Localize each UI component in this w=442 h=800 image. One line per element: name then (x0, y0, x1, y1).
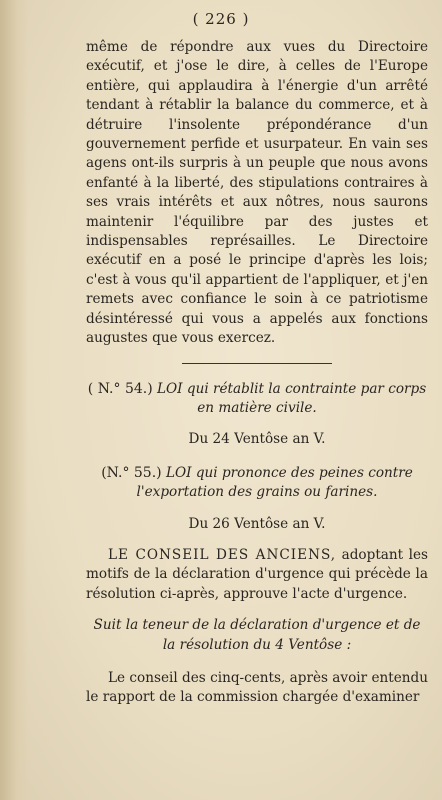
law-55-title: LOI qui prononce des peines contre l'exportation des grains ou farines. (136, 464, 413, 501)
law-55-heading (86, 464, 428, 503)
council-rest: adoptant les motifs de la déclaration d'urgence qui précède la résolution ci-après, approuve l'acte d'urgence. (86, 546, 428, 602)
suit-teneur: Suit la teneur de la déclaration d'urgence et de la résolution du 4 Ventôse : (93, 617, 421, 653)
law-54-heading (86, 380, 428, 419)
page-spine-shadow (0, 0, 28, 800)
paragraph-cinq-cents: Le conseil des cinq-cents, après avoir entendu le rapport de la commission chargée d'examiner (86, 669, 428, 706)
section-rule (182, 363, 332, 364)
law-54-title: LOI qui rétablit la contrainte par corps en matière civile. (157, 380, 427, 416)
page-body (86, 38, 428, 708)
paragraph-directoire: même de répondre aux vues du Directoire exécutif, et j'ose le dire, à celles de l'Europe entière, qui applaudira à l'énergie d'un arrêté tendant à rétablir la balance du commerce, et à détruire l'insolente prépondérance d'un gouvernement perfide et usurpateur. En vain ses agens ont-ils surpris à un peuple que nous avons enfanté à la liberté, des stipulations contraires à ses vrais intérêts et aux nôtres, nous saurons maintenir l'équilibre par des justes et indispensables représailles. Le Directoire exécutif en a posé le principe d'après les lois; c'est à vous qu'il appartient de l'appliquer, et j'en remets avec confiance le soin à ce patriotisme désintéressé qui vous a appelés aux fonctions augustes que vous exercez. (86, 39, 428, 347)
law-54-date: Du 24 Ventôse an V. (188, 431, 326, 448)
council-paragraph (86, 546, 428, 604)
page-number: ( 226 ) (192, 10, 250, 28)
law-54-number: ( N.° 54.) (87, 380, 153, 397)
council-lead: LE CONSEIL DES ANCIENS, (108, 546, 337, 563)
law-55-date: Du 26 Ventôse an V. (188, 515, 326, 532)
law-55-number: (N.° 55.) (101, 464, 162, 481)
